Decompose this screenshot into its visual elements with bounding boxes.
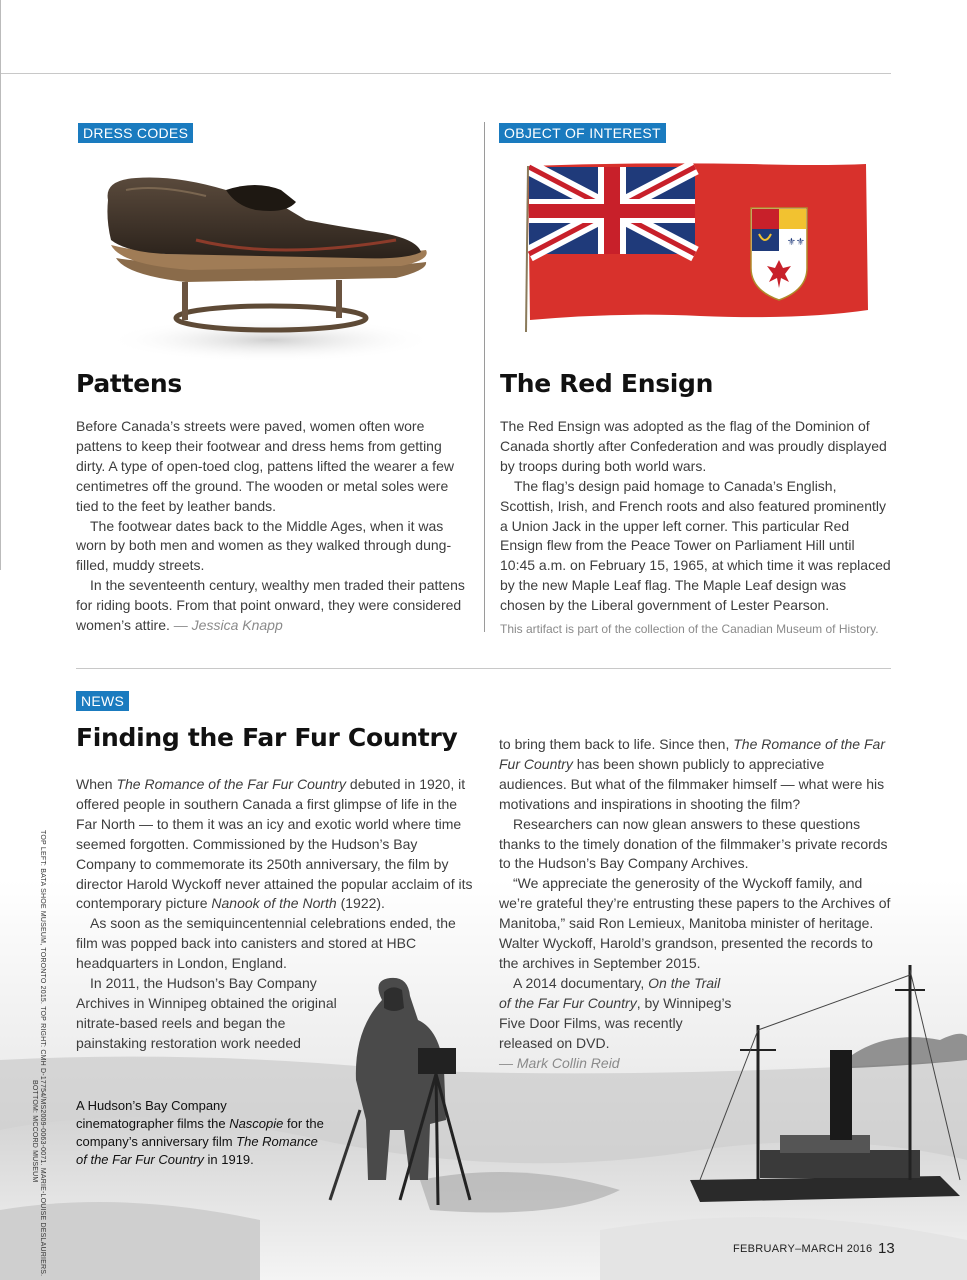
pattens-last-paragraph: In the seventeenth century, wealthy men traded their pattens for riding boots. From that point onward, they were considered women’s attire. xyxy=(76,577,465,634)
red-ensign-paragraph: The flag’s design paid homage to Canada’s English, Scottish, Irish, and French roots and also featured prominently a Union Jack in the upper left corner. This particular Red Ensign flew from the Peace Tower on Parliament Hill until 10:45 a.m. on February 15, 1965, at which time it was replaced by the new Maple Leaf flag. The Maple Leaf design was chosen by the Liberal government of Lester Pearson. xyxy=(500,477,891,614)
section-tag-dress-codes: DRESS CODES xyxy=(78,123,193,143)
photo-caption xyxy=(76,1097,326,1169)
column-divider xyxy=(484,122,485,632)
news-body-left xyxy=(76,775,473,1054)
top-rule xyxy=(0,73,891,74)
ship-name: Nascopie xyxy=(229,1116,284,1131)
pattens-paragraph: Before Canada’s streets were paved, women often wore pattens to keep their footwear and dress hems from getting dirty. A type of open-toed clog, pattens lifted the wearer a few centimetres off the ground. The wooden or metal soles were tied to the feet by leather bands. xyxy=(76,418,454,514)
news-byline: — Mark Collin Reid xyxy=(499,1054,620,1071)
text-run: in 1919. xyxy=(203,1152,254,1167)
news-title: Finding the Far Fur Country xyxy=(76,723,458,752)
pattens-body xyxy=(76,417,473,636)
left-edge-rule xyxy=(0,0,1,570)
red-ensign-title: The Red Ensign xyxy=(500,369,714,398)
red-ensign-flag-image xyxy=(520,160,870,335)
pattens-paragraph: The footwear dates back to the Middle Ages, when it was worn by both men and women as they walked through dung-filled, muddy streets. xyxy=(76,517,452,574)
film-title: On the Trail of the Far Fur Country xyxy=(499,974,721,1011)
pattens-paragraph xyxy=(76,576,473,636)
news-paragraph: Researchers can now glean answers to these questions thanks to the timely donation of the filmmaker’s private records to the Hudson’s Bay Company Archives. xyxy=(499,815,888,872)
news-body-right xyxy=(499,735,894,1073)
text-run: has been shown publicly to appreciative audiences. But what of the filmmaker himself — what were his motivations and inspirations in shooting the film? xyxy=(499,755,885,812)
pattens-title: Pattens xyxy=(76,369,182,398)
text-run: A 2014 documentary, xyxy=(513,974,649,991)
news-paragraph xyxy=(499,735,894,815)
news-paragraph xyxy=(76,775,473,914)
section-tag-news: NEWS xyxy=(76,691,129,711)
middle-rule xyxy=(76,668,891,669)
film-title: The Romance of the Far Fur Country xyxy=(76,1134,318,1167)
news-paragraph: As soon as the semiquincentennial celebrations ended, the film was popped back into canisters and stored at HBC headquarters in London, England. xyxy=(76,915,456,972)
svg-text:⚜⚜: ⚜⚜ xyxy=(787,237,805,248)
red-ensign-paragraph: The Red Ensign was adopted as the flag of the Dominion of Canada shortly after Confederation and was proudly displayed by troops during both world wars. xyxy=(500,418,887,474)
photo-credit-vertical-2: BOTTOM: MCCORD MUSEUM xyxy=(31,1080,38,1183)
news-paragraph: In 2011, the Hudson’s Bay Company Archives in Winnipeg obtained the original nitrate-based reels and began the painstaking restoration work needed xyxy=(76,975,337,1051)
film-title: Nanook of the North xyxy=(211,895,337,912)
photo-credit-vertical: TOP LEFT: BATA SHOE MUSEUM, TORONTO 2015. TOP RIGHT: CMH D-17754/MS2009-0063-0071. MARIE-LOUISE DESLAURIERS. xyxy=(39,830,46,1277)
text-run: debuted in 1920, it offered people in southern Canada a first glimpse of life in the Far North — to them it was an icy and exotic world where time seemed forgotten. Commissioned by the Hudson’s Bay Company to commemorate its 250th anniversary, the film by director Harold Wyckoff never attained the popular acclaim of its contemporary picture xyxy=(76,776,473,912)
text-run: (1922). xyxy=(336,895,385,912)
page-number: 13 xyxy=(878,1240,895,1257)
text-run: to bring them back to life. Since then, xyxy=(499,736,734,752)
text-run: , by Winnipeg’s Five Door Films, was recently released on DVD. xyxy=(499,994,732,1051)
issue-date: FEBRUARY–MARCH 2016 xyxy=(733,1243,873,1255)
artifact-credit: This artifact is part of the collection of the Canadian Museum of History. xyxy=(500,622,879,636)
red-ensign-body xyxy=(500,417,893,616)
pattens-byline: — Jessica Knapp xyxy=(173,617,283,634)
patten-shoe-image xyxy=(96,170,436,365)
news-paragraph: “We appreciate the generosity of the Wyckoff family, and we’re grateful they’re entrusting these papers to the Archives of Manitoba,” said Ron Lemieux, Manitoba minister of heritage. Walter Wyckoff, Harold’s grandson, presented the records to the archives in September 2015. xyxy=(499,875,891,971)
news-paragraph xyxy=(499,974,734,1054)
text-run: When xyxy=(76,776,117,792)
text-run: for the company’s anniversary film xyxy=(76,1116,324,1149)
text-run: A Hudson’s Bay Company cinematographer films the xyxy=(76,1098,230,1131)
film-title: The Romance of the Far Fur Country xyxy=(116,776,347,792)
section-tag-object-of-interest: OBJECT OF INTEREST xyxy=(499,123,666,143)
film-title: The Romance of the Far Fur Country xyxy=(499,736,885,772)
